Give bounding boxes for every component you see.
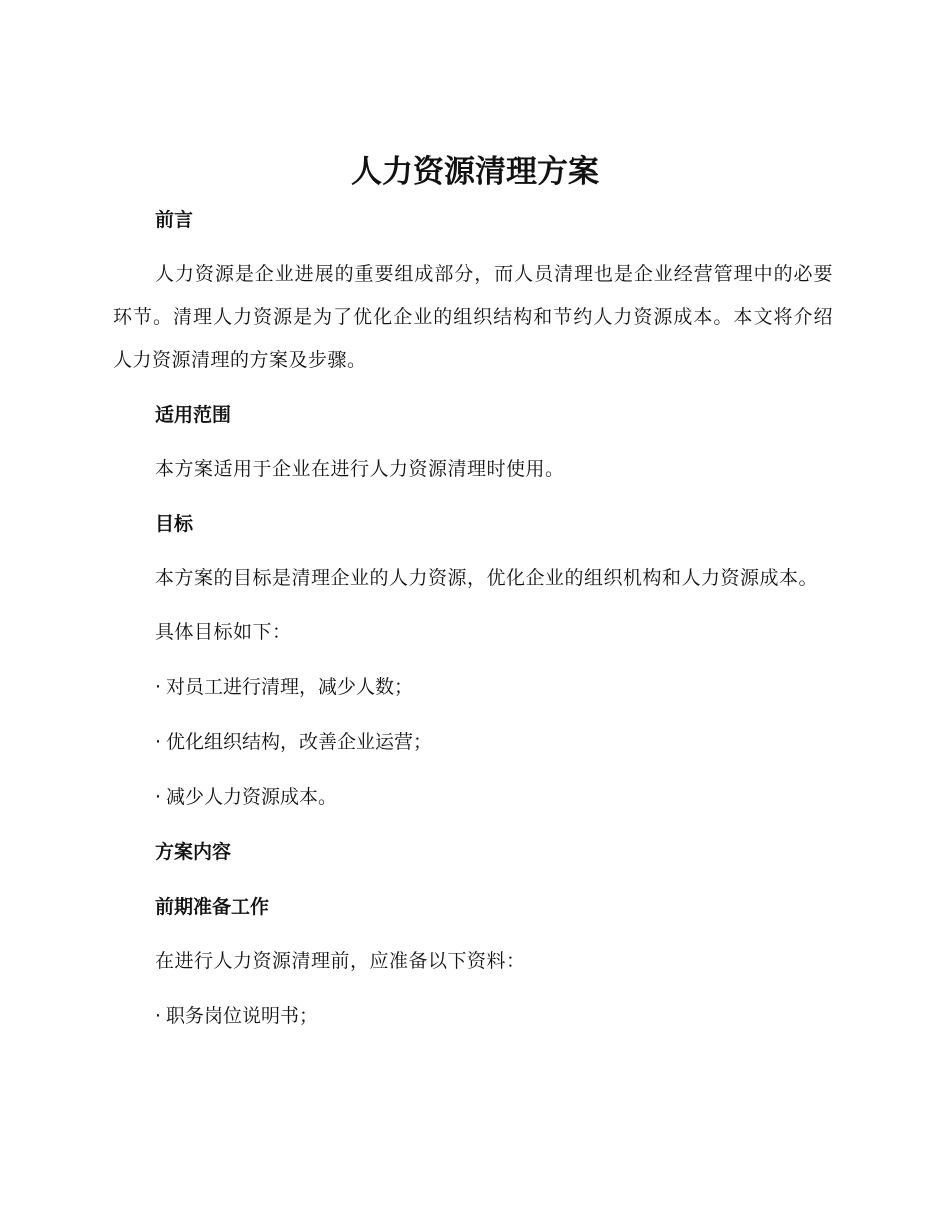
section-heading-goal: 目标	[155, 513, 194, 535]
bullet-symbol: ·	[155, 676, 162, 698]
list-item	[113, 775, 833, 819]
list-item-text: 职务岗位说明书；	[166, 1005, 319, 1027]
list-item-text: 减少人力资源成本。	[166, 786, 338, 808]
list-item-text: 对员工进行清理，减少人数；	[166, 676, 414, 698]
section-heading-intro: 前言	[155, 209, 194, 231]
paragraph-scope: 本方案适用于企业在进行人力资源清理时使用。	[155, 458, 565, 480]
list-item	[113, 665, 833, 709]
paragraph-intro: 人力资源是企业进展的重要组成部分，而人员清理也是企业经营管理中的必要环节。清理人力资源是为了优化企业的组织结构和节约人力资源成本。本文将介绍人力资源清理的方案及步骤。	[113, 263, 833, 371]
document-body	[113, 198, 833, 1049]
bullet-symbol: ·	[155, 786, 162, 808]
section-heading-prep: 前期准备工作	[155, 896, 270, 918]
section-heading-plan: 方案内容	[155, 841, 232, 863]
list-item-text: 优化组织结构，改善企业运营；	[166, 731, 433, 753]
section-heading-scope: 适用范围	[155, 404, 232, 426]
document-title: 人力资源清理方案	[351, 154, 599, 190]
bullet-symbol: ·	[155, 731, 162, 753]
paragraph-goal: 本方案的目标是清理企业的人力资源，优化企业的组织机构和人力资源成本。	[155, 567, 819, 589]
paragraph-prep: 在进行人力资源清理前，应准备以下资料：	[155, 950, 526, 972]
bullet-symbol: ·	[155, 1005, 162, 1027]
paragraph-goal-list-intro: 具体目标如下：	[155, 621, 292, 643]
list-item	[113, 720, 833, 764]
list-item	[113, 994, 833, 1038]
